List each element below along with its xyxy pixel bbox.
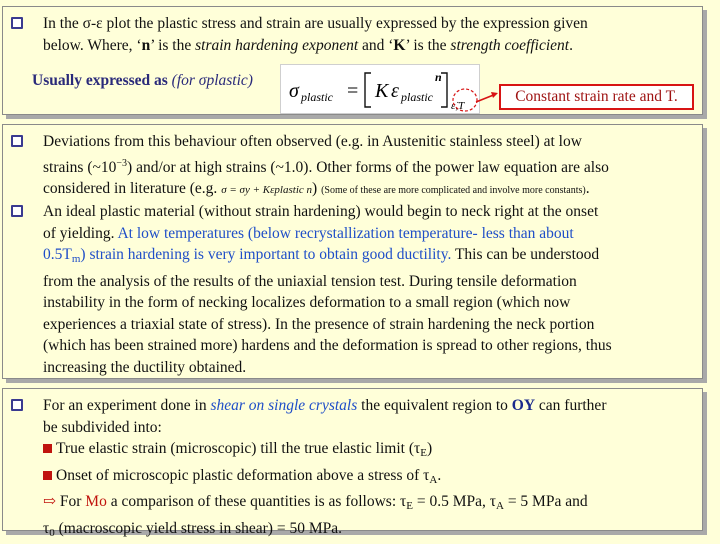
deviations-box [2,124,703,379]
left-bracket-icon [365,73,371,107]
subscript: 0 [49,526,55,539]
eq-condition: ε̇,T [451,100,465,112]
right-bracket-icon [441,73,447,107]
deviation-paragraph [11,131,696,202]
text: a comparison of these quantities is as follows: τ [106,493,407,510]
alternate-equation: σ = σy + Kεplastic n [221,184,313,196]
text: increasing the ductility obtained. [43,358,247,376]
text: strains (~10 [43,158,117,176]
highlight-text: 0.5T [43,246,72,263]
text: and ‘ [358,36,394,54]
text: . [569,36,573,54]
label-text: Usually expressed as [32,72,168,89]
text: instability in the form of necking localizes deformation to a small region (which now [43,294,571,311]
text: = 5 MPa and [503,493,588,510]
eq-equals: = [347,80,359,102]
text: the equivalent region to [357,397,512,414]
bullet-icon [11,17,23,29]
text: ) [426,440,433,457]
ideal-plastic-paragraph [11,201,696,378]
eq-lhs-sub: plastic [301,90,333,104]
bullet-icon [11,205,23,217]
text: Deviations from this behaviour often observed (e.g. in Austenitic stainless steel) at low [43,133,582,150]
sigma-epsilon-symbol: σ-ε [82,15,103,32]
text: For an experiment done in [43,397,211,414]
square-bullet-icon [43,444,52,453]
eq-epsilon-sub: plastic [401,90,433,104]
bullet-icon [11,399,23,411]
text: (which has been strained more) hardens and the deformation is spread to other regions, thus [43,337,612,354]
text: (macroscopic yield stress in shear) = 50 MPa. [54,519,342,537]
text: be subdivided into: [43,418,162,436]
small-note: (Some of these are more complicated and involve more constants) [321,185,586,196]
usually-expressed-label [32,72,253,90]
strength-coefficient-term: strength coefficient [450,36,570,54]
strain-hardening-exponent-term: strain hardening exponent [195,36,359,54]
text: An ideal plastic material (without strain hardening) would begin to neck right at the onset [43,203,599,220]
eq-exponent: n [435,70,442,84]
label-condition: (for σplastic) [171,72,253,89]
text: experiences a triaxial state of stress). In the presence of strain hardening the neck portion [43,315,595,333]
highlight-text: shear on single crystals [210,397,358,414]
mo-label: Mo [85,493,107,510]
text: plot the plastic stress and strain are usually expressed by the expression given [102,15,588,32]
eq-k: K [375,80,389,102]
intro-paragraph [11,13,696,56]
text: can further [535,397,607,414]
highlight-text: At low temperatures (below recrystallization temperature- less than about [117,224,574,242]
shear-paragraph [11,395,696,544]
subscript: A [495,500,504,512]
highlight-text: ) strain hardening is very important to obtain good ductility. [80,246,452,263]
arrow-right-icon: ⇨ [43,493,56,510]
constant-strain-rate-note: Constant strain rate and T. [499,84,694,110]
square-bullet-icon [43,471,52,480]
text: ) [312,180,318,197]
n-symbol: n [141,36,151,54]
text: True elastic strain (microscopic) till the true elastic limit (τ [56,440,421,457]
text: . [585,180,590,197]
text: = 0.5 MPa, τ [412,493,496,510]
text: considered in literature (e.g. [43,180,222,197]
eq-lhs: σ [289,80,299,102]
pointer-arrow-icon [450,84,502,114]
shear-experiment-box [2,388,703,539]
superscript: −3 [116,157,128,169]
text: In the [43,15,83,32]
text: For [56,493,86,510]
text: This can be understood [451,246,600,263]
oy-label: OY [511,397,536,414]
text: below. Where, ‘ [43,36,142,54]
subscript: A [429,473,438,486]
text: of yielding. [43,224,118,242]
bullet-icon [11,135,23,147]
eq-epsilon: ε [391,80,399,102]
k-symbol: K [393,36,406,54]
subscript: E [406,500,413,512]
subscript: E [420,447,427,459]
text: from the analysis of the results of the uniaxial tension test. During tensile deformation [43,272,577,290]
text: ) and/or at high strains (~1.0). Other forms of the power law equation are also [127,158,609,176]
text: Onset of microscopic plastic deformation above a stress of τ [56,466,430,484]
text: ’ is the [150,36,196,54]
text: τ [43,519,50,537]
subscript: m [71,253,81,265]
text: ’ is the [405,36,451,54]
text: . [437,466,442,484]
